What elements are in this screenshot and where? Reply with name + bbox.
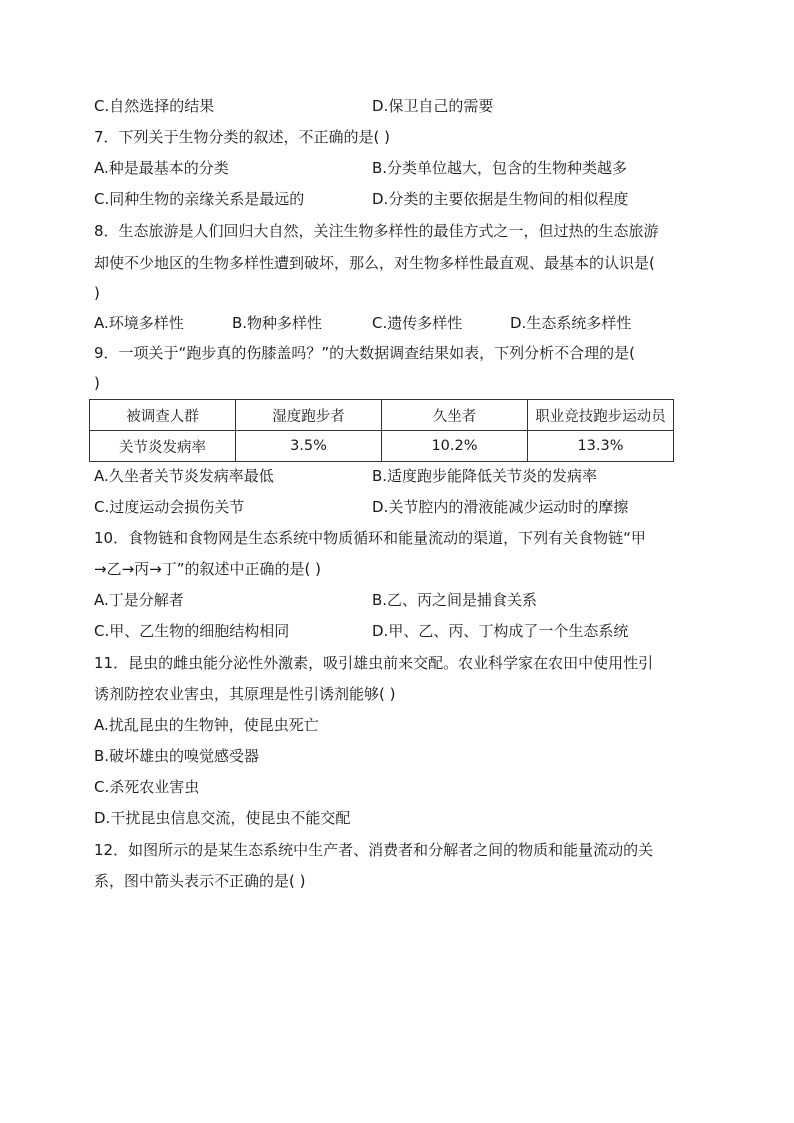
table-header-cell: 被调查人群 (90, 400, 236, 431)
table-row (90, 431, 674, 462)
q7-option-b: B.分类单位越大，包含的生物种类越多 (372, 159, 628, 177)
q10-option-c: C.甲、乙生物的细胞结构相同 (94, 622, 290, 640)
q10-option-a: A.丁是分解者 (94, 591, 184, 609)
q11-option-b: B.破坏雄虫的嗅觉感受器 (94, 747, 260, 765)
q12-stem-line2: 系，图中箭头表示不正确的是( ) (94, 872, 306, 890)
table-cell: 13.3% (528, 431, 674, 462)
q11-option-a: A.扰乱昆虫的生物钟，使昆虫死亡 (94, 716, 319, 734)
q7-option-c: C.同种生物的亲缘关系是最远的 (94, 190, 305, 208)
q8-stem-line3: ) (94, 284, 100, 302)
q8-options (0, 312, 794, 332)
q9-option-b: B.适度跑步能降低关节炎的发病率 (372, 467, 598, 485)
q7-stem: 7．下列关于生物分类的叙述，不正确的是( ) (94, 128, 391, 146)
q11-option-d: D.干扰昆虫信息交流，使昆虫不能交配 (94, 809, 351, 827)
q8-stem-line2: 却使不少地区的生物多样性遭到破坏，那么，对生物多样性最直观、最基本的认识是( (94, 254, 655, 272)
survey-table (89, 399, 674, 462)
q9-stem-line1: 9．一项关于“跑步真的伤膝盖吗？”的大数据调查结果如表，下列分析不合理的是( (94, 344, 635, 362)
table-cell: 10.2% (382, 431, 528, 462)
q11-stem-line1: 11．昆虫的雌虫能分泌性外激素，吸引雄虫前来交配。农业科学家在农田中使用性引 (94, 654, 654, 672)
q7-option-d: D.分类的主要依据是生物间的相似程度 (372, 190, 629, 208)
q10-stem-line1: 10．食物链和食物网是生态系统中物质循环和能量流动的渠道，下列有关食物链“甲 (94, 529, 646, 547)
q9-option-c: C.过度运动会损伤关节 (94, 498, 245, 516)
q10-option-b: B.乙、丙之间是捕食关系 (372, 591, 538, 609)
q8-option-c: C.遗传多样性 (372, 314, 463, 332)
q8-option-b: B.物种多样性 (232, 314, 323, 332)
q10-stem-line2: →乙→丙→丁”的叙述中正确的是( ) (94, 560, 321, 578)
q11-stem-line2: 诱剂防控农业害虫，其原理是性引诱剂能够( ) (94, 685, 396, 703)
q9-stem-line2: ) (94, 374, 100, 392)
table-cell: 3.5% (236, 431, 382, 462)
q8-option-a: A.环境多样性 (94, 314, 184, 332)
table-header-cell: 湿度跑步者 (236, 400, 382, 431)
q9-option-a: A.久坐者关节炎发病率最低 (94, 467, 274, 485)
q7-option-a: A.种是最基本的分类 (94, 159, 229, 177)
table-header-cell: 久坐者 (382, 400, 528, 431)
q8-stem-line1: 8．生态旅游是人们回归大自然，关注生物多样性的最佳方式之一，但过热的生态旅游 (94, 222, 659, 240)
q10-option-d: D.甲、乙、丙、丁构成了一个生态系统 (372, 622, 629, 640)
table-cell: 关节炎发病率 (90, 431, 236, 462)
q11-option-c: C.杀死农业害虫 (94, 778, 200, 796)
q9-option-d: D.关节腔内的滑液能减少运动时的摩擦 (372, 498, 629, 516)
table-header-cell: 职业竞技跑步运动员 (528, 400, 674, 431)
q6-option-c: C.自然选择的结果 (94, 97, 215, 115)
q6-option-d: D.保卫自己的需要 (372, 97, 494, 115)
table-header-row (90, 400, 674, 431)
q8-option-d: D.生态系统多样性 (510, 314, 632, 332)
q12-stem-line1: 12．如图所示的是某生态系统中生产者、消费者和分解者之间的物质和能量流动的关 (94, 841, 654, 859)
